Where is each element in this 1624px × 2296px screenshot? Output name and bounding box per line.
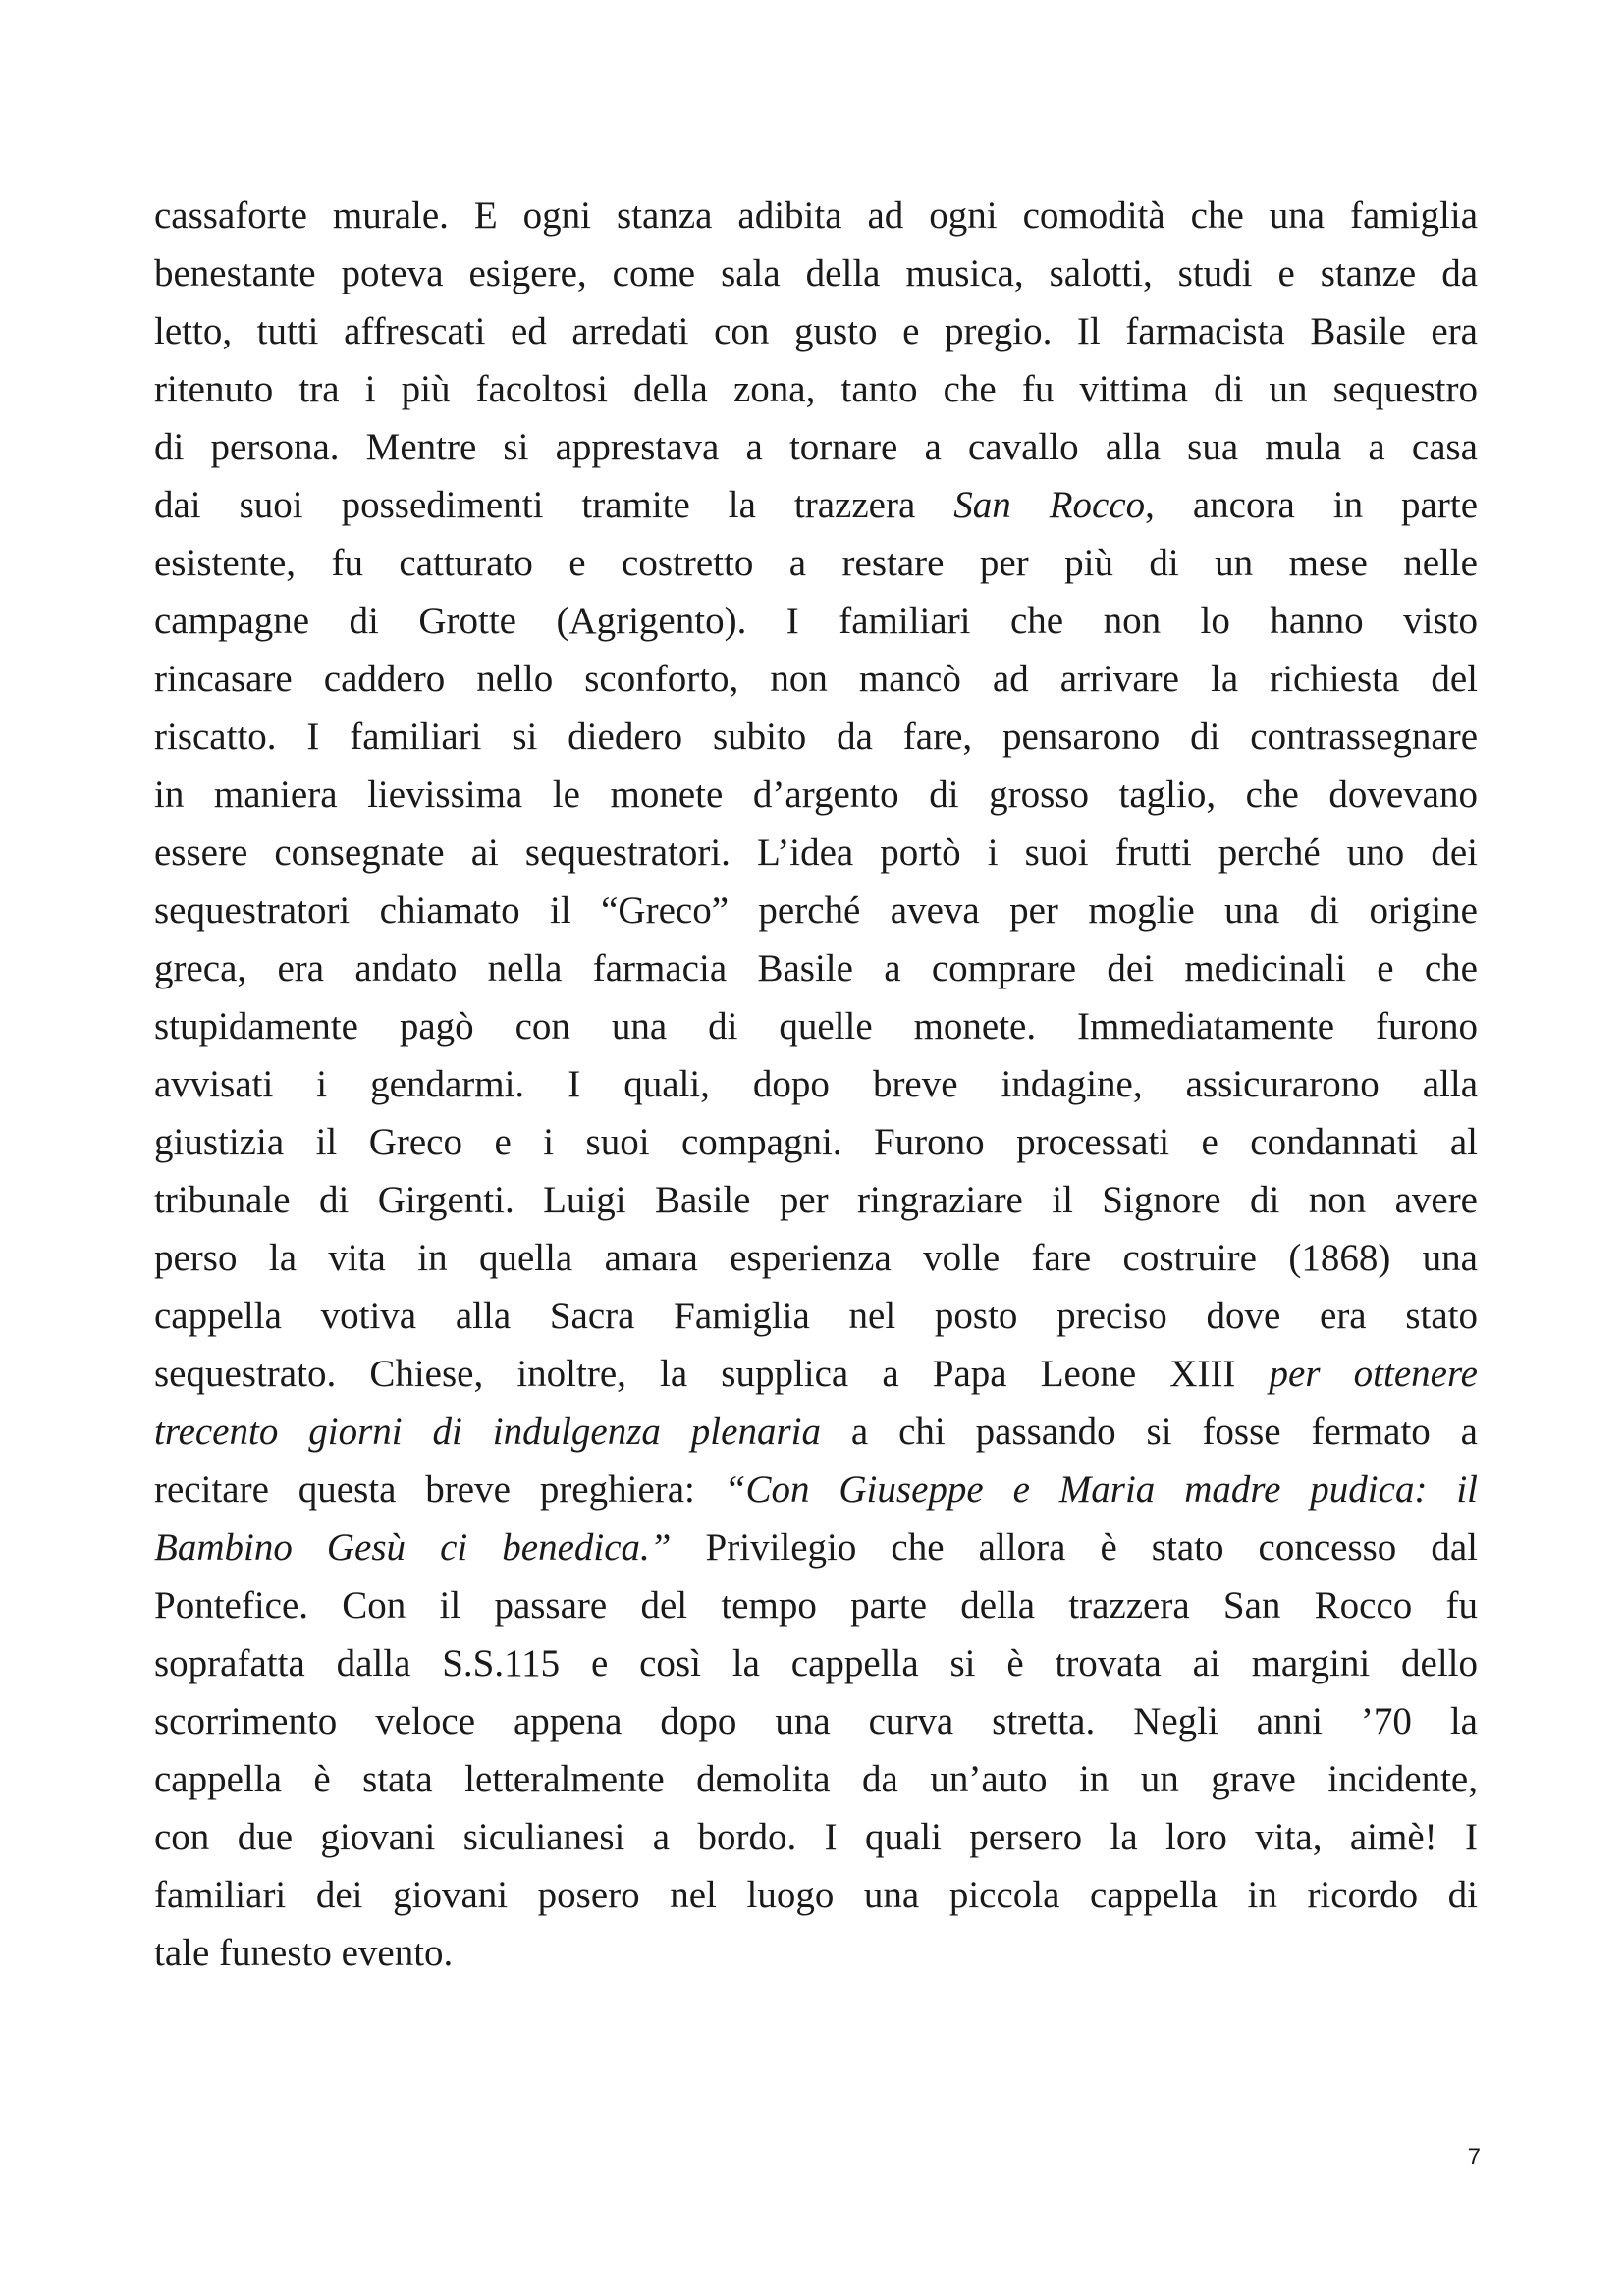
text-run: essere consegnate ai sequestratori. L’idea portò i suoi frutti perché uno dei <box>154 831 1478 874</box>
text-run: dai suoi possedimenti tramite la trazzera <box>154 484 954 526</box>
text-run: recitare questa breve preghiera: <box>154 1468 725 1511</box>
text-line <box>154 476 1478 534</box>
text-line <box>154 824 1478 881</box>
text-run: , ancora in parte <box>1145 484 1478 526</box>
body-paragraph <box>154 187 1478 1982</box>
text-run: stupidamente pagò con una di quelle monete. Immediatamente furono <box>154 1005 1478 1047</box>
italic-text-run: trecento giorni di indulgenza plenaria <box>154 1411 821 1453</box>
text-line <box>154 1113 1478 1171</box>
text-line <box>154 592 1478 650</box>
text-line <box>154 1576 1478 1634</box>
text-run: soprafatta dalla S.S.115 e così la cappella si è trovata ai margini dello <box>154 1642 1478 1684</box>
text-line <box>154 708 1478 766</box>
text-line <box>154 1519 1478 1576</box>
text-line <box>154 1345 1478 1403</box>
italic-text-run: San Rocco <box>953 484 1146 526</box>
text-run: sequestratori chiamato il “Greco” perché aveva per moglie una di origine <box>154 889 1478 932</box>
text-run: campagne di Grotte (Agrigento). I familiari che non lo hanno visto <box>154 600 1478 642</box>
text-run: Pontefice. Con il passare del tempo parte della trazzera San Rocco fu <box>154 1584 1478 1627</box>
text-run: giustizia il Greco e i suoi compagni. Furono processati e condannati al <box>154 1121 1478 1163</box>
text-run: perso la vita in quella amara esperienza volle fare costruire (1868) una <box>154 1237 1478 1279</box>
text-run: tribunale di Girgenti. Luigi Basile per ringraziare il Signore di non avere <box>154 1179 1478 1221</box>
text-run: familiari dei giovani posero nel luogo una piccola cappella in ricordo di <box>154 1874 1478 1916</box>
text-line <box>154 418 1478 476</box>
text-line <box>154 1866 1478 1924</box>
text-run: avvisati i gendarmi. I quali, dopo breve indagine, assicurarono alla <box>154 1063 1478 1105</box>
text-line <box>154 1287 1478 1345</box>
text-line <box>154 1403 1478 1461</box>
text-run: Privilegio che allora è stato concesso dal <box>671 1526 1478 1569</box>
text-line <box>154 534 1478 592</box>
text-line <box>154 650 1478 708</box>
text-run: letto, tutti affrescati ed arredati con gusto e pregio. Il farmacista Basile era <box>154 310 1478 352</box>
italic-text-run: Bambino Gesù ci benedica.” <box>154 1526 672 1569</box>
text-run: ritenuto tra i più facoltosi della zona, tanto che fu vittima di un sequestro <box>154 368 1478 410</box>
text-run: cappella è stata letteralmente demolita da un’auto in un grave incidente, <box>154 1758 1478 1800</box>
text-line <box>154 187 1478 244</box>
text-line <box>154 939 1478 997</box>
text-line <box>154 360 1478 418</box>
text-run: cassaforte murale. E ogni stanza adibita ad ogni comodità che una famiglia <box>154 194 1478 237</box>
text-run: benestante poteva esigere, come sala della musica, salotti, studi e stanze da <box>154 252 1478 294</box>
text-line <box>154 1229 1478 1287</box>
text-line <box>154 244 1478 302</box>
text-line <box>154 881 1478 939</box>
text-run: tale funesto evento. <box>154 1932 454 1974</box>
text-run: scorrimento veloce appena dopo una curva stretta. Negli anni ’70 la <box>154 1700 1478 1742</box>
text-line <box>154 997 1478 1055</box>
text-line <box>154 1171 1478 1229</box>
text-run: cappella votiva alla Sacra Famiglia nel posto preciso dove era stato <box>154 1295 1478 1337</box>
text-line <box>154 766 1478 824</box>
text-run: con due giovani siculianesi a bordo. I quali persero la loro vita, aimè! I <box>154 1816 1478 1858</box>
text-line <box>154 1750 1478 1808</box>
text-line <box>154 1924 1478 1982</box>
text-run: esistente, fu catturato e costretto a restare per più di un mese nelle <box>154 542 1478 584</box>
text-run: sequestrato. Chiese, inoltre, la supplica a Papa Leone XIII <box>154 1353 1270 1395</box>
page-number: 7 <box>1467 2144 1481 2170</box>
text-run: a chi passando si fosse fermato a <box>820 1411 1478 1453</box>
text-line <box>154 1692 1478 1750</box>
text-line <box>154 1634 1478 1692</box>
text-line <box>154 1055 1478 1113</box>
text-line <box>154 1808 1478 1866</box>
italic-text-run: “Con Giuseppe e Maria madre pudica: il <box>724 1468 1478 1511</box>
italic-text-run: per ottenere <box>1269 1353 1478 1395</box>
text-line <box>154 1461 1478 1519</box>
text-run: greca, era andato nella farmacia Basile a comprare dei medicinali e che <box>154 947 1478 989</box>
text-run: di persona. Mentre si apprestava a tornare a cavallo alla sua mula a casa <box>154 426 1478 468</box>
text-line <box>154 302 1478 360</box>
text-run: in maniera lievissima le monete d’argento di grosso taglio, che dovevano <box>154 774 1478 816</box>
text-run: rincasare caddero nello sconforto, non mancò ad arrivare la richiesta del <box>154 658 1478 700</box>
text-run: riscatto. I familiari si diedero subito da fare, pensarono di contrassegnare <box>154 716 1478 758</box>
